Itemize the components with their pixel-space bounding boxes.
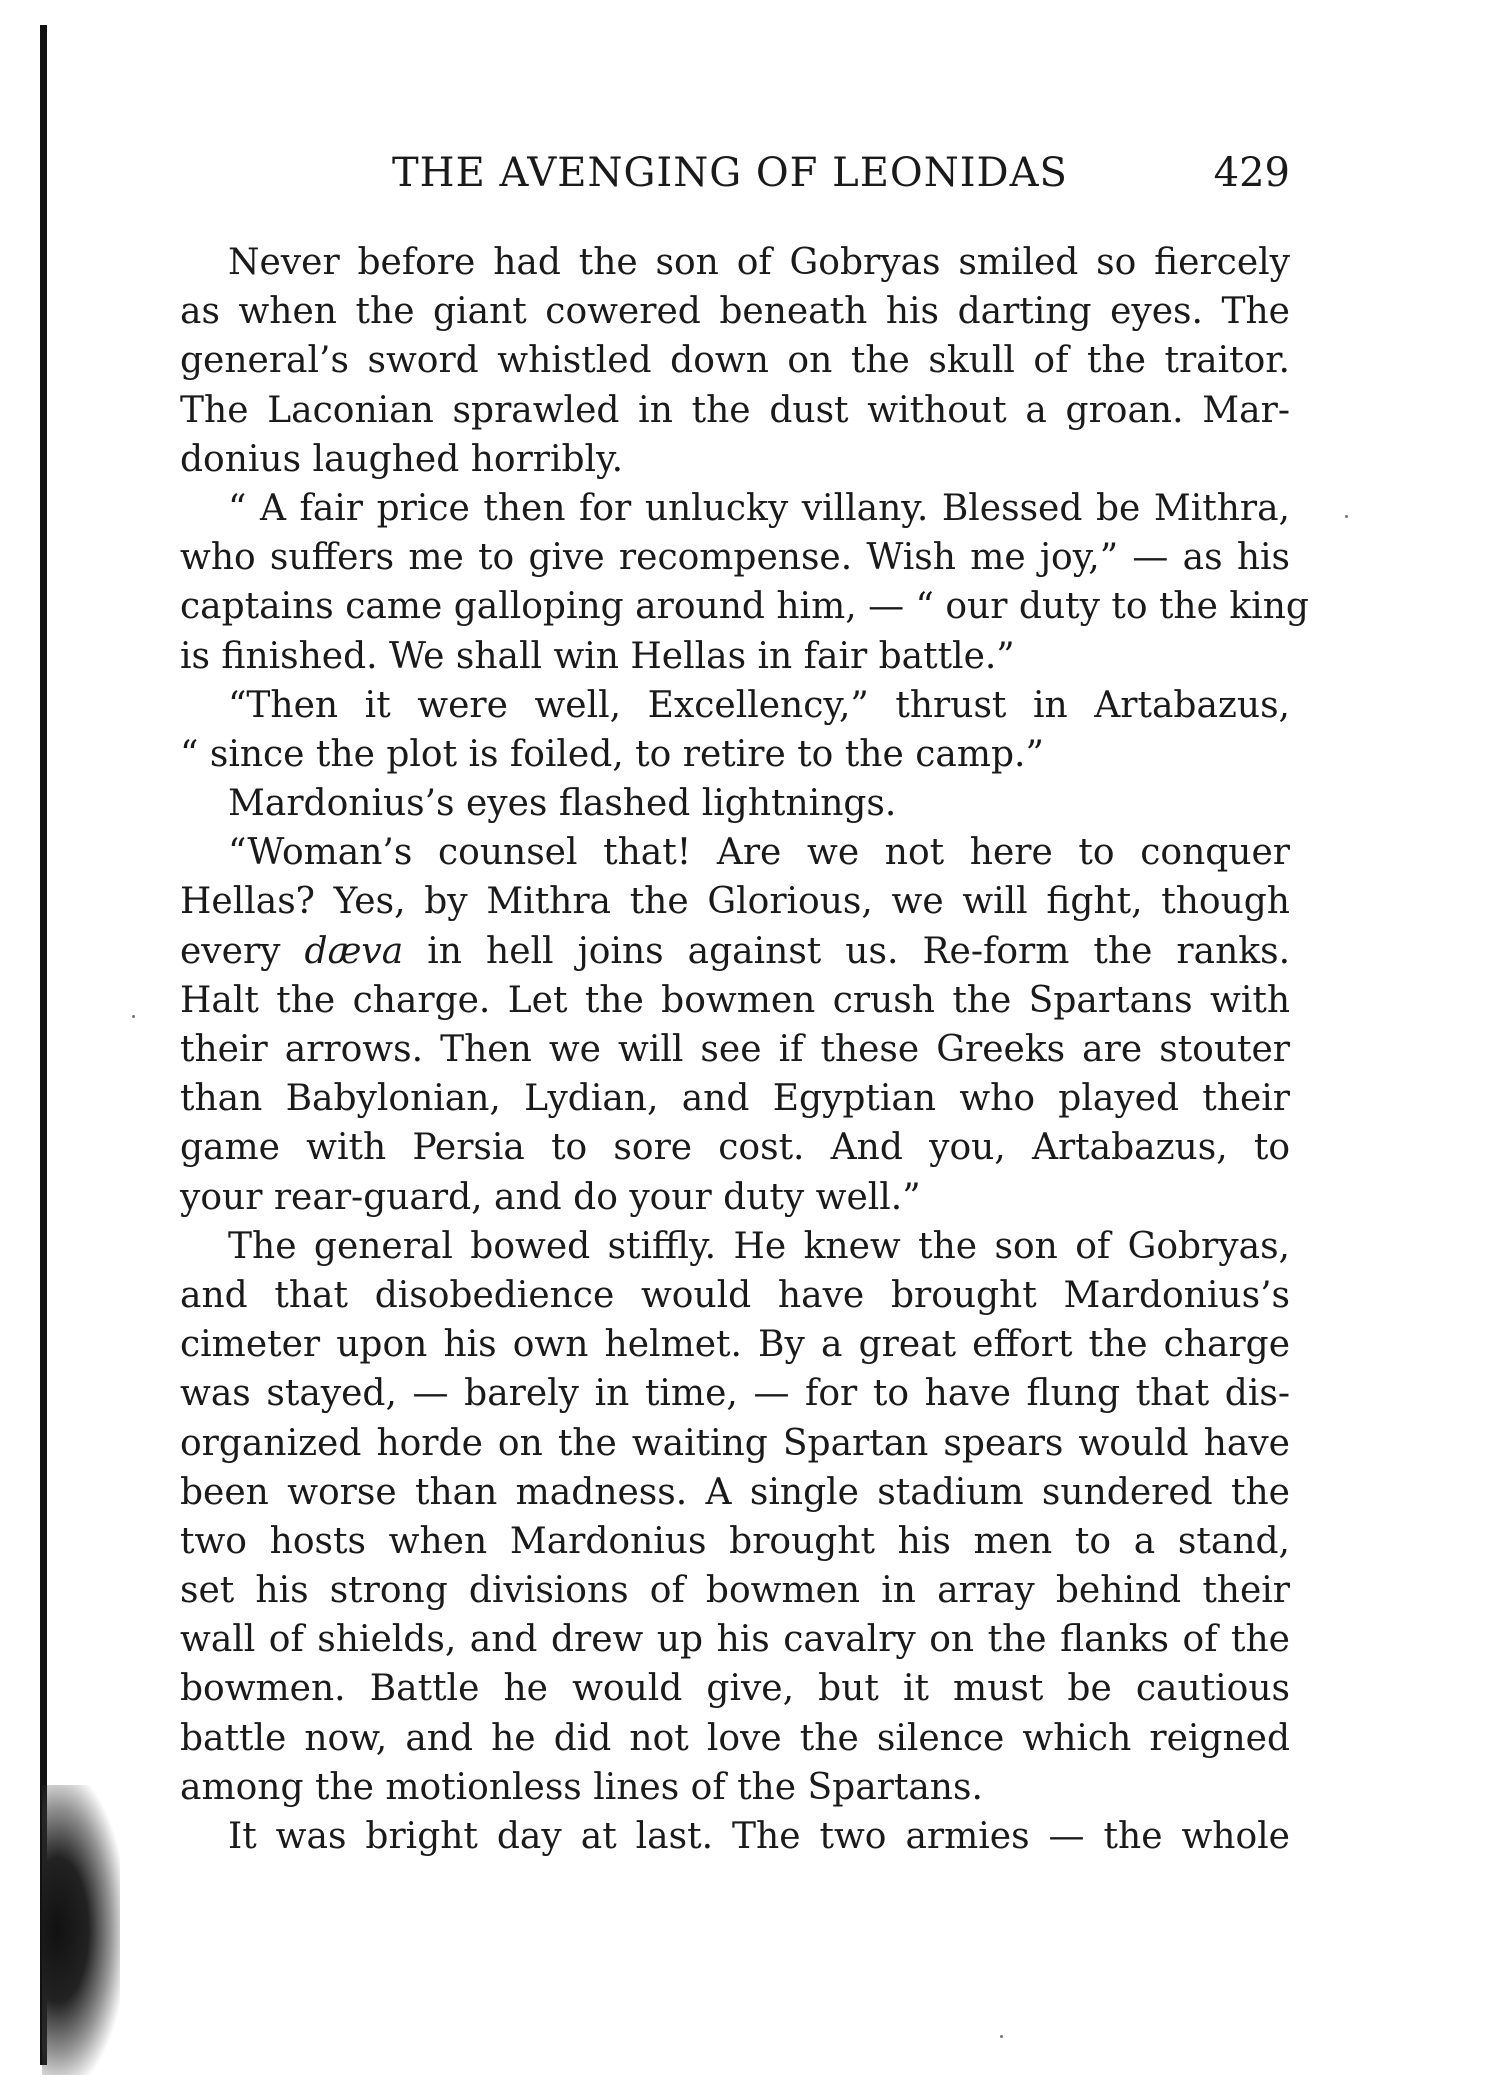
text-line: captains came galloping around him, — “ our duty to the king: [180, 586, 1309, 628]
body-text: [180, 238, 1309, 1861]
text-line: Mardonius’s eyes flashed lightnings.: [228, 783, 897, 825]
text-line: general’s sword whistled down on the skull of the traitor.: [180, 340, 1290, 382]
text-line: wall of shields, and drew up his cavalry on the flanks of the: [180, 1619, 1290, 1661]
text-line: Halt the charge. Let the bowmen crush the Spartans with: [180, 979, 1290, 1021]
text-line: who suffers me to give recompense. Wish me joy,” — as his: [180, 537, 1290, 579]
text-line: cimeter upon his own helmet. By a great effort the charge: [180, 1324, 1290, 1366]
text-line: two hosts when Mardonius brought his men to a stand,: [180, 1520, 1290, 1562]
speck: [1345, 515, 1348, 518]
speck: [132, 1015, 135, 1018]
text-line: is finished. We shall win Hellas in fair battle.”: [180, 635, 1015, 677]
speck: [1000, 2035, 1003, 2038]
text-line: game with Persia to sore cost. And you, Artabazus, to: [180, 1127, 1290, 1169]
text-line: as when the giant cowered beneath his darting eyes. The: [180, 291, 1290, 333]
text-line: than Babylonian, Lydian, and Egyptian who played their: [180, 1078, 1290, 1120]
text-line: been worse than madness. A single stadium sundered the: [180, 1471, 1290, 1513]
text-line: every dæva in hell joins against us. Re-form the ranks.: [180, 930, 1291, 972]
running-title: THE AVENGING OF LEONIDAS: [392, 150, 1068, 196]
text-line: “Woman’s counsel that! Are we not here to conquer: [228, 832, 1290, 874]
text-line: and that disobedience would have brought Mardonius’s: [180, 1274, 1290, 1316]
text-line: their arrows. Then we will see if these Greeks are stouter: [180, 1029, 1290, 1070]
page-binding-edge: [40, 25, 47, 2065]
text-line: battle now, and he did not love the silence which reigned: [180, 1717, 1290, 1759]
text-line: Hellas? Yes, by Mithra the Glorious, we will fight, though: [180, 881, 1290, 923]
text-line: among the motionless lines of the Spartans.: [180, 1766, 983, 1808]
text-line: The general bowed stiffly. He knew the son of Gobryas,: [228, 1225, 1290, 1267]
text-line: your rear-guard, and do your duty well.”: [180, 1176, 921, 1218]
text-line: “ since the plot is foiled, to retire to the camp.”: [180, 733, 1044, 775]
running-header: [180, 150, 1290, 210]
text-line: The Laconian sprawled in the dust without a groan. Mar-: [180, 389, 1290, 431]
text-line: bowmen. Battle he would give, but it must be cautious: [180, 1668, 1290, 1710]
italic-word: dæva: [304, 930, 404, 972]
text-line: “Then it were well, Excellency,” thrust in Artabazus,: [228, 684, 1290, 726]
text-line: Never before had the son of Gobryas smiled so fiercely: [228, 242, 1290, 283]
text-line: was stayed, — barely in time, — for to have flung that dis-: [180, 1373, 1290, 1415]
text-line: organized horde on the waiting Spartan spears would have: [180, 1422, 1290, 1464]
page-number: 429: [1213, 150, 1290, 196]
text-line: It was bright day at last. The two armies — the whole: [228, 1816, 1290, 1857]
text-line: donius laughed horribly.: [180, 438, 624, 480]
text-line: “ A fair price then for unlucky villany. Blessed be Mithra,: [228, 487, 1290, 529]
text-line: set his strong divisions of bowmen in array behind their: [180, 1570, 1290, 1612]
binding-shadow: [42, 1785, 120, 2075]
